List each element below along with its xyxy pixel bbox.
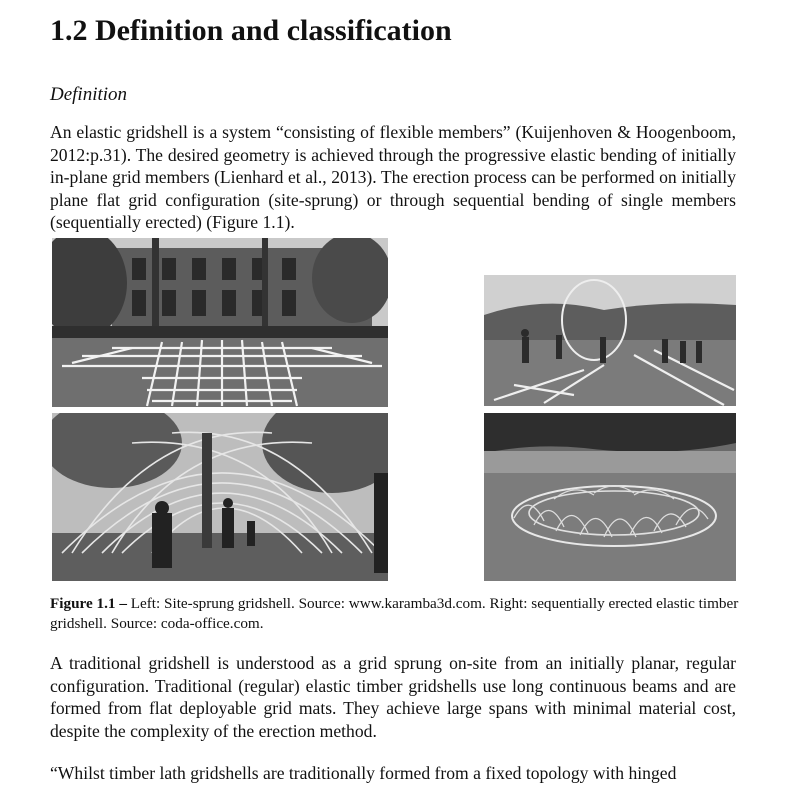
photo-erected-dome <box>52 413 388 581</box>
paragraph-quote-start: “Whilst timber lath gridshells are traditionally formed from a fixed topology with hinged <box>50 763 677 783</box>
photo-flat-grid-mat <box>52 238 388 407</box>
figure-caption-text: Left: Site-sprung gridshell. Source: www.karamba3d.com. Right: sequentially erected elastic timber gridshell. Source: coda-office.com. <box>50 595 739 632</box>
figure-1-1 <box>52 238 740 583</box>
photo-sequential-bending <box>484 275 736 406</box>
section-heading: 1.2 Definition and classification <box>50 14 452 47</box>
subsection-heading: Definition <box>50 84 128 105</box>
figure-caption-label: Figure 1.1 – <box>50 595 127 612</box>
paragraph-traditional-gridshell: A traditional gridshell is understood as a grid sprung on-site from an initially planar, regular configuration. Traditional (regular) elastic timber gridshells use long continuous beams and are formed from flat deployable grid mats. They achieve large spans with minimal material cost, despite the complexity of the erection method. <box>50 653 736 741</box>
figure-caption <box>50 594 740 634</box>
paragraph-definition: An elastic gridshell is a system “consisting of flexible members” (Kuijenhoven & Hoogenboom, 2012:p.31). The desired geometry is achieved through the progressive elastic bending of initially in-plane grid members (Lienhard et al., 2013). The erection process can be performed on initially plane flat grid configuration (site-sprung) or through sequential bending of single members (sequentially erected) (Figure 1.1). <box>50 122 736 232</box>
photo-ring-gridshell <box>484 413 736 581</box>
